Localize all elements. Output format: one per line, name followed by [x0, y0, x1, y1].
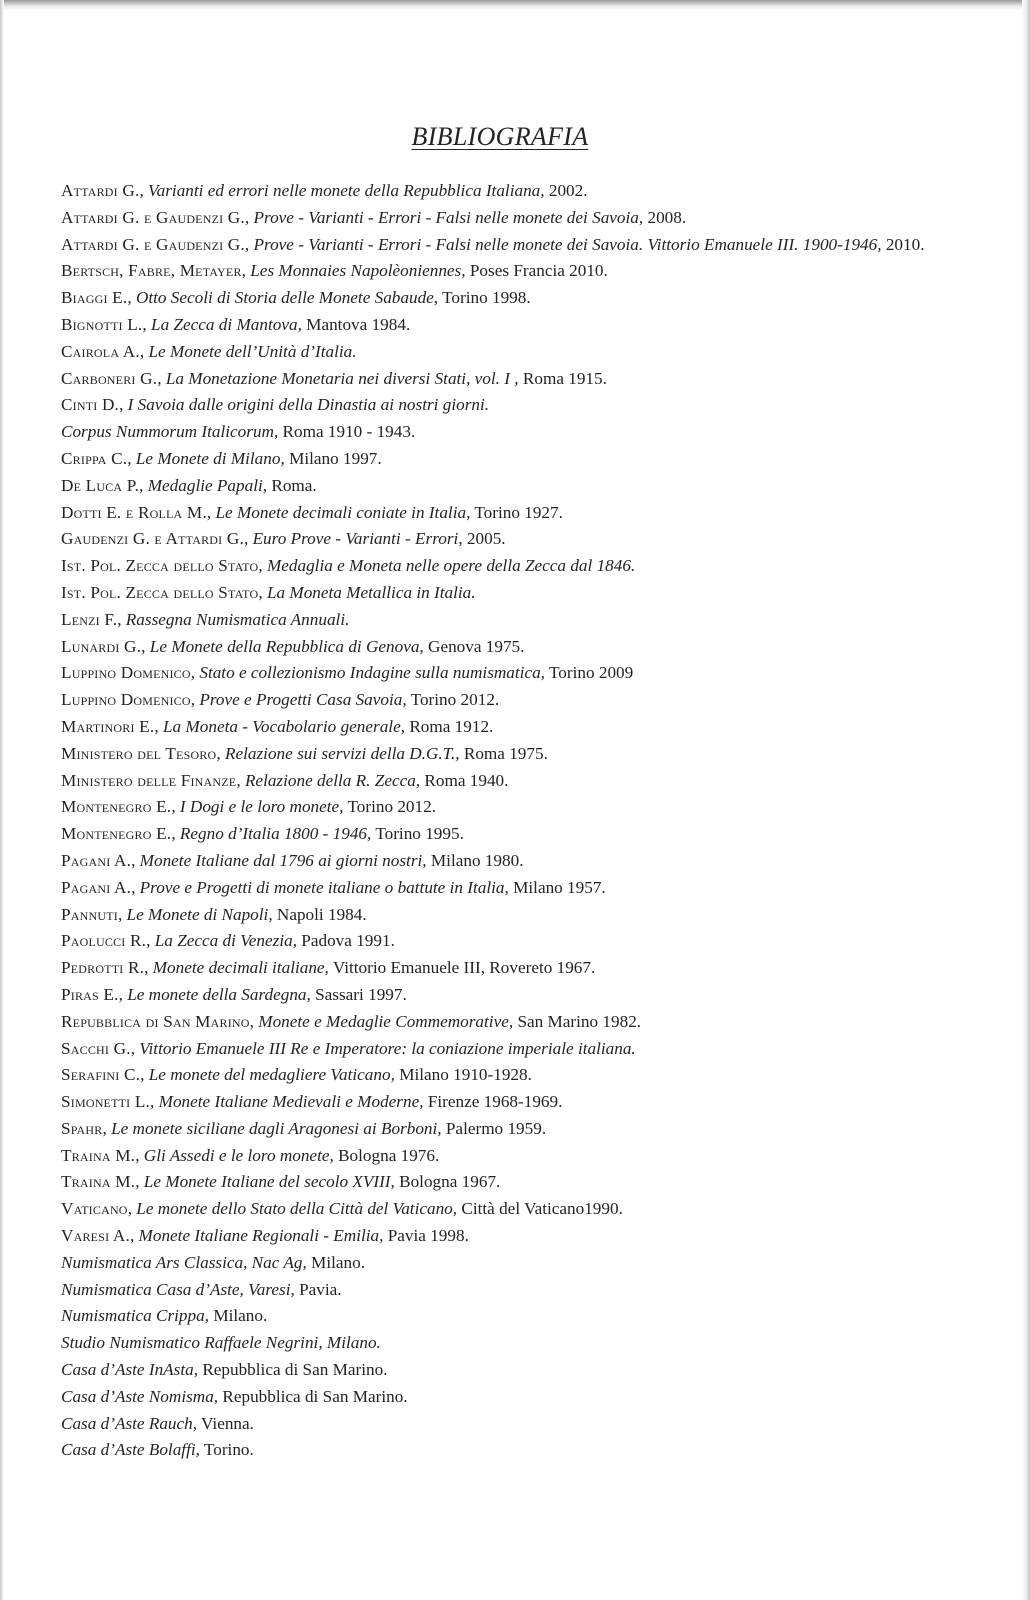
entry-title: Le Monete di Milano, [135, 448, 285, 468]
entry-author: Luppino Domenico [61, 690, 191, 710]
entry-title: Prove - Varianti - Errori - Falsi nelle monete dei Savoia. Vittorio Emanuele III. 1900-1946, [253, 234, 882, 254]
entry-separator: , [258, 556, 267, 576]
entry-title: Casa d’Aste Nomisma, [61, 1386, 219, 1406]
entry-author: Attardi G. e Gaudenzi G. [61, 207, 245, 227]
entry-separator: , [131, 877, 140, 897]
entry-title: Stato e collezionismo Indagine sulla numismatica, [199, 663, 545, 683]
entry-publication-info: Roma 1940. [420, 770, 509, 790]
entry-publication-info: Torino 2009 [544, 663, 634, 683]
entry-title: La Moneta - Vocabolario generale, [162, 716, 406, 736]
bibliography-entry [61, 1036, 991, 1063]
entry-title: Casa d’Aste InAsta, [61, 1360, 199, 1380]
bibliography-entry [61, 366, 991, 393]
entry-author: Biaggi E. [61, 288, 128, 308]
entry-author: Sacchi G. [61, 1038, 131, 1058]
bibliography-entry [61, 1223, 991, 1250]
entry-title: La Zecca di Venezia, [154, 931, 297, 951]
entry-author: Bignotti L. [61, 314, 143, 334]
bibliography-entry [61, 848, 991, 875]
entry-author: Simonetti L. [61, 1092, 151, 1112]
entry-author: Varesi A. [61, 1226, 130, 1246]
scan-edge-right [1022, 0, 1030, 1600]
entry-publication-info: Torino 1927. [470, 502, 563, 522]
entry-separator: , [119, 395, 128, 415]
bibliography-entry [61, 285, 991, 312]
entry-title: Rassegna Numismatica Annuali. [125, 609, 350, 629]
scan-edge-top [0, 0, 1030, 10]
entry-publication-info: 2008. [643, 207, 687, 227]
entry-title: Numismatica Crippa, [61, 1306, 210, 1326]
entry-publication-info: Roma 1975. [459, 743, 548, 763]
entry-title: Le Monete Italiane del secolo XVIII, [143, 1172, 395, 1192]
entry-title: Numismatica Ars Classica, Nac Ag, [61, 1252, 307, 1272]
entry-author: Repubblica di San Marino [61, 1011, 250, 1031]
entry-separator: , [135, 1145, 144, 1165]
entry-publication-info: Milano. [209, 1306, 268, 1326]
bibliography-entry [61, 607, 991, 634]
entry-title: Prove e Progetti di monete italiane o battute in Italia, [139, 877, 509, 897]
bibliography-entry [61, 821, 991, 848]
bibliography-entry [61, 1062, 991, 1089]
entry-title: Monete Italiane Regionali - Emilia, [138, 1226, 384, 1246]
bibliography-entry [61, 955, 991, 982]
entry-separator: , [139, 181, 149, 200]
entry-author: Lunardi G. [61, 636, 142, 656]
entry-publication-info: Repubblica di San Marino. [218, 1386, 408, 1406]
bibliography-entry [61, 258, 991, 285]
bibliography-entry [61, 312, 991, 339]
bibliography-entry [61, 1330, 991, 1357]
entry-separator: , [118, 984, 128, 1004]
entry-title: Relazione della R. Zecca, [244, 770, 421, 790]
entry-author: Pedrotti R. [61, 958, 145, 978]
entry-author: Ist. Pol. Zecca dello Stato [61, 582, 259, 602]
entry-title: Le monete dello Stato della Città del Vaticano, [136, 1199, 458, 1219]
entry-publication-info: Pavia 1998. [383, 1226, 469, 1246]
page-title: BIBLIOGRAFIA [411, 122, 589, 151]
entry-title: Euro Prove - Varianti - Errori, [252, 529, 463, 549]
entry-publication-info: Vittorio Emanuele III, Rovereto 1967. [328, 958, 596, 978]
entry-publication-info: Milano 1997. [284, 448, 382, 468]
entry-separator: , [117, 609, 126, 629]
entry-publication-info: San Marino 1982. [513, 1011, 642, 1031]
entry-title: Le monete del medagliere Vaticano, [148, 1065, 395, 1085]
bibliography-entry [61, 473, 991, 500]
entry-separator: , [117, 904, 127, 924]
entry-separator: , [190, 690, 200, 710]
entry-separator: , [236, 770, 245, 790]
bibliography-entry [61, 982, 991, 1009]
entry-title: Monete e Medaglie Commemorative, [258, 1011, 514, 1031]
entry-separator: , [135, 1172, 144, 1192]
entry-publication-info: Città del Vaticano1990. [457, 1199, 623, 1219]
entry-author: Pannuti [61, 904, 118, 924]
entry-title: Monete Italiane dal 1796 ai giorni nostri, [139, 850, 427, 870]
entry-title: Le monete siciliane dagli Aragonesi ai Borboni, [111, 1118, 442, 1138]
entry-title: Le Monete di Napoli, [126, 904, 273, 924]
entry-title: Corpus Nummorum Italicorum, [61, 422, 279, 442]
bibliography-entry [61, 232, 991, 259]
entry-publication-info: Mantova 1984. [301, 314, 411, 334]
entry-title: Otto Secoli di Storia delle Monete Sabaude, [135, 288, 439, 308]
entry-title: Regno d’Italia 1800 - 1946, [179, 824, 372, 844]
entry-author: De Luca P. [61, 475, 140, 495]
entry-separator: , [150, 1092, 159, 1112]
entry-publication-info: Pavia. [294, 1279, 342, 1299]
entry-author: Gaudenzi G. e Attardi G. [61, 529, 244, 549]
entry-separator: , [127, 288, 136, 308]
entry-separator: , [154, 716, 163, 736]
entry-separator: , [157, 368, 166, 388]
bibliography-entry [61, 1277, 991, 1304]
bibliography-entry [61, 928, 991, 955]
entry-author: Carboneri G. [61, 368, 158, 388]
bibliography-entry [61, 553, 991, 580]
entry-title: Vittorio Emanuele III Re e Imperatore: la coniazione imperiale italiana. [139, 1038, 636, 1058]
entry-author: Attardi G. [61, 181, 140, 200]
entry-author: Lenzi F. [61, 609, 118, 629]
entry-title: La Zecca di Mantova, [151, 314, 302, 334]
entry-publication-info: Torino 1995. [371, 824, 464, 844]
entry-publication-info: Milano 1957. [508, 877, 606, 897]
bibliography-entry [61, 902, 991, 929]
entry-publication-info: Torino. [199, 1440, 254, 1460]
entry-author: Spahr [61, 1118, 103, 1138]
entry-author: Pagani A. [61, 850, 132, 870]
entry-author: Cairola A. [61, 341, 140, 361]
bibliography-entry [61, 1357, 991, 1384]
entry-separator: , [243, 529, 253, 549]
entry-publication-info: Roma. [267, 475, 317, 495]
entry-title: Varianti ed errori nelle monete della Repubblica Italiana, [148, 181, 545, 200]
entry-title: Le Monete dell’Unità d’Italia. [148, 341, 357, 361]
entry-separator: , [190, 663, 200, 683]
bibliography-entry [61, 500, 991, 527]
bibliography-entry [61, 1143, 991, 1170]
bibliography-entry [61, 794, 991, 821]
bibliography-list [61, 178, 991, 1464]
bibliography-entry [61, 339, 991, 366]
entry-title: Prove e Progetti Casa Savoia, [199, 690, 407, 710]
bibliography-entry [61, 178, 991, 205]
bibliography-entry [61, 580, 991, 607]
entry-author: Paolucci R. [61, 931, 147, 951]
entry-separator: , [144, 958, 153, 978]
entry-title: Le monete della Sardegna, [127, 984, 311, 1004]
entry-publication-info: Genova 1975. [423, 636, 525, 656]
entry-publication-info: Poses Francia 2010. [465, 261, 608, 281]
bibliography-entry [61, 714, 991, 741]
entry-publication-info: Firenze 1968-1969. [423, 1092, 563, 1112]
entry-author: Dotti E. e Rolla M. [61, 502, 207, 522]
entry-separator: , [241, 261, 251, 281]
entry-separator: , [127, 1199, 137, 1219]
entry-separator: , [171, 824, 180, 844]
entry-publication-info: Milano 1910-1928. [394, 1065, 532, 1085]
entry-author: Traina M. [61, 1145, 136, 1165]
bibliography-entry [61, 1009, 991, 1036]
bibliography-entry [61, 419, 991, 446]
entry-title: Studio Numismatico Raffaele Negrini, Milano. [61, 1333, 381, 1353]
entry-title: Medaglie Papali, [147, 475, 268, 495]
entry-title: Monete Italiane Medievali e Moderne, [158, 1092, 424, 1112]
entry-publication-info: Roma 1912. [405, 716, 494, 736]
entry-author: Bertsch, Fabre, Metayer [61, 261, 242, 281]
entry-author: Montenegro E. [61, 824, 172, 844]
entry-separator: , [102, 1118, 112, 1138]
entry-separator: , [216, 743, 225, 763]
bibliography-entry [61, 392, 991, 419]
entry-author: Ministero del Tesoro [61, 743, 217, 763]
bibliography-entry [61, 768, 991, 795]
entry-author: Vaticano [61, 1199, 128, 1219]
entry-separator: , [206, 502, 216, 522]
bibliography-entry [61, 1250, 991, 1277]
bibliography-entry [61, 741, 991, 768]
entry-title: Numismatica Casa d’Aste, Varesi, [61, 1279, 295, 1299]
entry-separator: , [141, 636, 150, 656]
entry-title: Prove - Varianti - Errori - Falsi nelle monete dei Savoia, [253, 207, 644, 227]
bibliography-entry [61, 1437, 991, 1464]
bibliography-entry [61, 687, 991, 714]
entry-publication-info: Repubblica di San Marino. [198, 1360, 388, 1380]
entry-title: I Savoia dalle origini della Dinastia ai nostri giorni. [127, 395, 490, 415]
entry-separator: , [258, 582, 267, 602]
bibliography-entry [61, 1384, 991, 1411]
bibliography-entry [61, 1116, 991, 1143]
entry-publication-info: 2005. [462, 529, 506, 549]
bibliography-entry [61, 526, 991, 553]
entry-separator: , [131, 850, 140, 870]
bibliography-entry [61, 634, 991, 661]
entry-separator: , [129, 1226, 139, 1246]
entry-separator: , [130, 1038, 140, 1058]
entry-publication-info: Bologna 1967. [394, 1172, 501, 1192]
entry-publication-info: Vienna. [197, 1413, 254, 1433]
entry-author: Crippa C. [61, 448, 128, 468]
entry-publication-info: 2010. [881, 234, 925, 254]
entry-separator: , [139, 475, 148, 495]
entry-title: Casa d’Aste Rauch, [61, 1413, 198, 1433]
entry-publication-info: Torino 2012. [343, 797, 437, 817]
entry-publication-info: Palermo 1959. [441, 1118, 547, 1138]
entry-author: Serafini C. [61, 1065, 141, 1085]
entry-title: Le Monete decimali coniate in Italia, [215, 502, 471, 522]
bibliography-entry [61, 875, 991, 902]
entry-title: La Monetazione Monetaria nei diversi Stati, vol. I , [165, 368, 519, 388]
entry-author: Ministero delle Finanze [61, 770, 237, 790]
entry-author: Montenegro E. [61, 797, 172, 817]
entry-separator: , [249, 1011, 259, 1031]
entry-title: Relazione sui servizi della D.G.T., [225, 743, 460, 763]
entry-separator: , [146, 931, 155, 951]
entry-separator: , [244, 234, 254, 254]
entry-publication-info: Torino 1998. [438, 288, 531, 308]
bibliography-entry [61, 446, 991, 473]
bibliography-entry [61, 1411, 991, 1438]
entry-publication-info: Milano. [306, 1252, 365, 1272]
entry-author: Traina M. [61, 1172, 136, 1192]
entry-publication-info: 2002. [544, 181, 588, 200]
entry-publication-info: Milano 1980. [426, 850, 524, 870]
entry-publication-info: Bologna 1976. [333, 1145, 440, 1165]
bibliography-entry [61, 1089, 991, 1116]
entry-author: Cinti D. [61, 395, 120, 415]
entry-author: Luppino Domenico [61, 663, 191, 683]
entry-author: Pagani A. [61, 877, 132, 897]
entry-publication-info: Torino 2012. [406, 690, 500, 710]
entry-separator: , [171, 797, 180, 817]
entry-separator: , [244, 207, 254, 227]
entry-separator: , [140, 1065, 149, 1085]
entry-publication-info: Padova 1991. [297, 931, 395, 951]
entry-author: Ist. Pol. Zecca dello Stato [61, 556, 259, 576]
entry-author: Piras E. [61, 984, 119, 1004]
entry-title: Les Monnaies Napolèoniennes, [250, 261, 466, 281]
bibliography-entry [61, 205, 991, 232]
entry-separator: , [142, 314, 152, 334]
entry-title: Le Monete della Repubblica di Genova, [149, 636, 424, 656]
bibliography-entry [61, 660, 991, 687]
bibliography-entry [61, 1169, 991, 1196]
entry-author: Attardi G. e Gaudenzi G. [61, 234, 245, 254]
bibliography-entry [61, 1196, 991, 1223]
entry-publication-info: Napoli 1984. [272, 904, 367, 924]
bibliography-entry [61, 1303, 991, 1330]
entry-publication-info: Roma 1910 - 1943. [278, 422, 416, 442]
entry-title: Casa d’Aste Bolaffi, [61, 1440, 200, 1460]
entry-title: I Dogi e le loro monete, [179, 797, 344, 817]
entry-title: Medaglia e Moneta nelle opere della Zecca dal 1846. [266, 556, 636, 576]
entry-separator: , [139, 341, 149, 361]
entry-title: La Moneta Metallica in Italia. [266, 582, 476, 602]
entry-publication-info: Sassari 1997. [310, 984, 407, 1004]
entry-publication-info: Roma 1915. [518, 368, 607, 388]
entry-title: Gli Assedi e le loro monete, [143, 1145, 334, 1165]
entry-title: Monete decimali italiane, [152, 958, 329, 978]
entry-separator: , [127, 448, 136, 468]
scan-edge-left [0, 0, 4, 1600]
entry-author: Martinori E. [61, 716, 155, 736]
